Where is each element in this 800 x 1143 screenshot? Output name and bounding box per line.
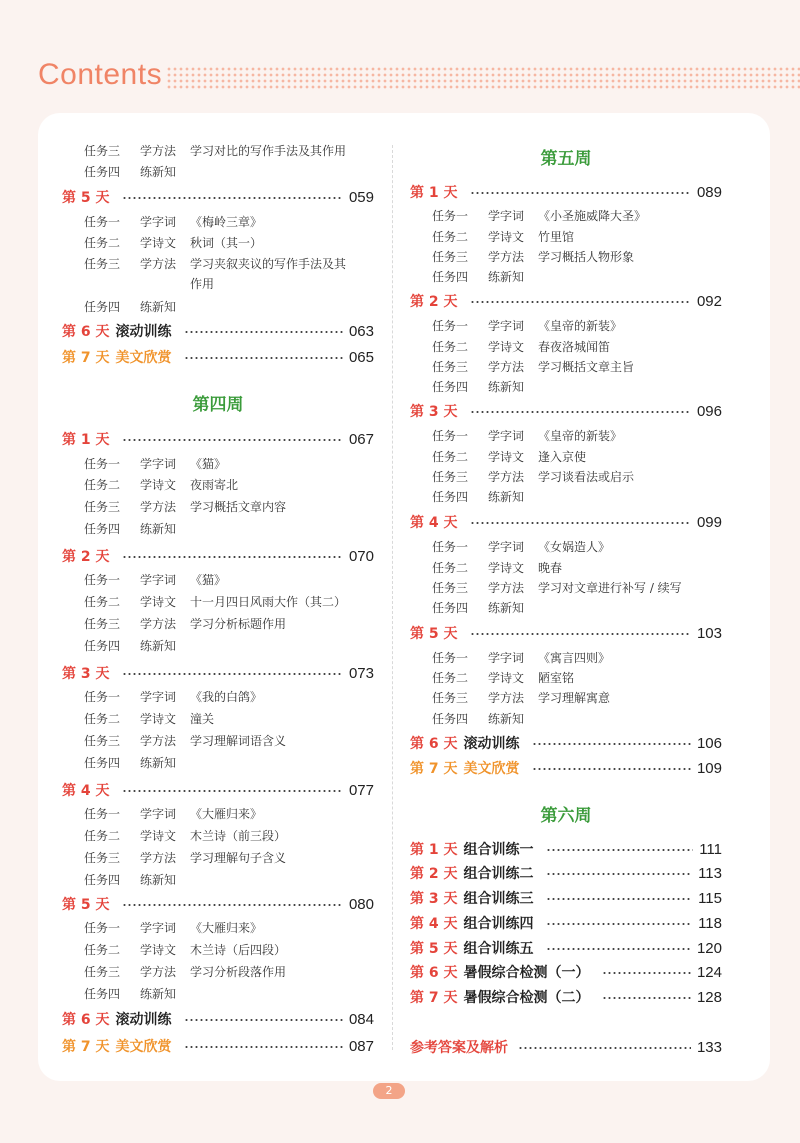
dot-leader bbox=[518, 1047, 691, 1049]
dot-leader bbox=[470, 301, 691, 303]
task-label: 任务三 bbox=[84, 499, 121, 514]
toc-task[interactable] bbox=[410, 557, 722, 577]
task-content: 秋词（其一） bbox=[190, 235, 263, 250]
dot-leader bbox=[532, 743, 691, 745]
task-label: 任务二 bbox=[84, 594, 121, 609]
dot-leader bbox=[122, 197, 343, 199]
task-content: 逢入京使 bbox=[538, 449, 587, 464]
task-type: 学诗文 bbox=[140, 477, 177, 492]
task-content: 十一月四日风雨大作（其二） bbox=[190, 594, 347, 609]
day-label: 第 2 天 bbox=[62, 549, 110, 565]
toc-day-w3-d5[interactable] bbox=[62, 186, 374, 208]
task-label: 任务一 bbox=[84, 920, 121, 935]
task-type: 学方法 bbox=[140, 143, 177, 158]
toc-task[interactable] bbox=[62, 518, 374, 538]
task-type: 学字词 bbox=[140, 572, 177, 587]
toc-task[interactable] bbox=[410, 466, 722, 486]
task-type: 学方法 bbox=[488, 690, 525, 705]
page-number: 099 bbox=[696, 513, 722, 531]
toc-task[interactable] bbox=[62, 591, 374, 611]
task-label: 任务二 bbox=[432, 339, 469, 354]
toc-task[interactable] bbox=[62, 730, 374, 750]
task-content: 木兰诗（前三段） bbox=[190, 828, 287, 843]
task-content: 《梅岭三章》 bbox=[190, 214, 263, 229]
toc-day-w3-d7[interactable] bbox=[62, 346, 374, 368]
task-type: 学诗文 bbox=[140, 828, 177, 843]
answers-title: 参考答案及解析 bbox=[410, 1040, 508, 1056]
day-label: 第 7 天 bbox=[62, 1039, 110, 1055]
toc-task[interactable] bbox=[410, 667, 722, 687]
toc-task[interactable] bbox=[410, 336, 722, 356]
day-label: 第 4 天 bbox=[410, 515, 458, 531]
toc-day-w5-d7[interactable] bbox=[410, 757, 722, 779]
toc-task[interactable] bbox=[62, 453, 374, 473]
toc-task[interactable] bbox=[410, 577, 722, 597]
task-label: 任务四 bbox=[84, 164, 121, 179]
task-label: 任务三 bbox=[84, 964, 121, 979]
toc-task[interactable] bbox=[62, 917, 374, 937]
day-title: 美文欣赏 bbox=[115, 350, 172, 366]
task-label: 任务三 bbox=[84, 616, 121, 631]
page-number: 103 bbox=[696, 624, 722, 642]
dot-leader bbox=[602, 997, 691, 999]
toc-task[interactable] bbox=[62, 140, 374, 160]
task-label: 任务四 bbox=[84, 872, 121, 887]
page-number: 089 bbox=[696, 183, 722, 201]
toc-day-w4-d2[interactable] bbox=[62, 545, 374, 567]
task-label: 任务三 bbox=[432, 359, 469, 374]
day-label: 第 2 天 bbox=[410, 294, 458, 310]
task-type: 学方法 bbox=[140, 850, 177, 865]
task-content: 学习概括文章内容 bbox=[190, 499, 287, 514]
task-type: 学诗文 bbox=[140, 594, 177, 609]
dot-leader bbox=[470, 522, 691, 524]
dot-leader bbox=[184, 1019, 343, 1021]
toc-task[interactable] bbox=[62, 708, 374, 728]
page-number: 115 bbox=[698, 889, 722, 907]
task-label: 任务四 bbox=[432, 489, 469, 504]
task-type: 学字词 bbox=[488, 539, 525, 554]
toc-day-w6-d6[interactable] bbox=[410, 961, 722, 983]
toc-task[interactable] bbox=[62, 613, 374, 633]
toc-day-w5-d2[interactable] bbox=[410, 290, 722, 312]
week-title-6: 第六周 bbox=[540, 806, 592, 826]
toc-task[interactable] bbox=[410, 536, 722, 556]
dot-leader bbox=[122, 904, 343, 906]
task-content: 《我的白鸽》 bbox=[190, 689, 263, 704]
day-title: 组合训练一 bbox=[463, 842, 534, 858]
task-type: 学方法 bbox=[488, 469, 525, 484]
task-type: 练新知 bbox=[140, 986, 177, 1001]
task-type: 学诗文 bbox=[488, 560, 525, 575]
task-label: 任务四 bbox=[432, 379, 469, 394]
task-type: 学字词 bbox=[140, 456, 177, 471]
toc-day-w6-d7[interactable] bbox=[410, 986, 722, 1008]
task-type: 学字词 bbox=[488, 428, 525, 443]
day-label: 第 3 天 bbox=[410, 404, 458, 420]
toc-task[interactable] bbox=[410, 446, 722, 466]
toc-day-w4-d7[interactable] bbox=[62, 1035, 374, 1057]
toc-day-w6-d3[interactable] bbox=[410, 887, 722, 909]
task-label: 任务二 bbox=[84, 711, 121, 726]
dot-leader bbox=[546, 898, 693, 900]
day-label: 第 7 天 bbox=[410, 761, 458, 777]
task-label: 任务二 bbox=[432, 229, 469, 244]
day-label: 第 4 天 bbox=[62, 783, 110, 799]
day-label: 第 7 天 bbox=[410, 990, 458, 1006]
toc-day-w6-d4[interactable] bbox=[410, 912, 722, 934]
page-number: 087 bbox=[348, 1037, 374, 1055]
task-label: 任务四 bbox=[84, 638, 121, 653]
task-content: 学习理解词语含义 bbox=[190, 733, 287, 748]
day-title: 滚动训练 bbox=[463, 736, 520, 752]
task-content: 潼关 bbox=[190, 711, 215, 726]
page-number: 063 bbox=[348, 322, 374, 340]
day-label: 第 3 天 bbox=[62, 666, 110, 682]
page-number: 065 bbox=[348, 348, 374, 366]
dot-leader bbox=[546, 923, 693, 925]
task-label: 任务三 bbox=[432, 580, 469, 595]
day-title: 美文欣赏 bbox=[115, 1039, 172, 1055]
day-title: 组合训练四 bbox=[463, 916, 534, 932]
task-label: 任务四 bbox=[84, 986, 121, 1001]
task-type: 学方法 bbox=[488, 580, 525, 595]
toc-day-w3-d6[interactable] bbox=[62, 320, 374, 342]
task-type: 练新知 bbox=[140, 164, 177, 179]
task-type: 练新知 bbox=[140, 521, 177, 536]
header-dot-pattern bbox=[166, 66, 800, 90]
dot-leader bbox=[184, 357, 343, 359]
task-label: 任务四 bbox=[432, 711, 469, 726]
dot-leader bbox=[184, 331, 343, 333]
toc-task[interactable] bbox=[410, 687, 722, 707]
dot-leader bbox=[184, 1046, 343, 1048]
task-label: 任务四 bbox=[84, 299, 121, 314]
task-content: 《小圣施威降大圣》 bbox=[538, 208, 647, 223]
page-number: 096 bbox=[696, 402, 722, 420]
dot-leader bbox=[122, 556, 343, 558]
task-type: 学诗文 bbox=[488, 339, 525, 354]
task-label: 任务三 bbox=[432, 469, 469, 484]
task-content: 学习理解句子含义 bbox=[190, 850, 287, 865]
page-number: 059 bbox=[348, 188, 374, 206]
day-label: 第 4 天 bbox=[410, 916, 458, 932]
task-label: 任务一 bbox=[84, 214, 121, 229]
toc-task[interactable] bbox=[410, 315, 722, 335]
task-type: 学诗文 bbox=[488, 229, 525, 244]
task-label: 任务一 bbox=[432, 318, 469, 333]
toc-day-w5-d5[interactable] bbox=[410, 622, 722, 644]
task-type: 学字词 bbox=[140, 689, 177, 704]
toc-task[interactable] bbox=[62, 496, 374, 516]
toc-day-w4-d3[interactable] bbox=[62, 662, 374, 684]
task-content: 《寓言四则》 bbox=[538, 650, 611, 665]
task-type: 学诗文 bbox=[488, 449, 525, 464]
toc-task[interactable] bbox=[410, 205, 722, 225]
task-type: 学字词 bbox=[488, 318, 525, 333]
toc-task[interactable] bbox=[410, 246, 722, 266]
task-label: 任务四 bbox=[432, 269, 469, 284]
page-number: 118 bbox=[698, 914, 722, 932]
dot-leader bbox=[546, 948, 691, 950]
toc-day-w6-d5[interactable] bbox=[410, 937, 722, 959]
task-label: 任务一 bbox=[84, 689, 121, 704]
day-label: 第 5 天 bbox=[62, 190, 110, 206]
dot-leader bbox=[602, 972, 691, 974]
toc-day-w4-d4[interactable] bbox=[62, 779, 374, 801]
dot-leader bbox=[122, 790, 343, 792]
toc-task[interactable] bbox=[410, 266, 722, 286]
task-label: 任务一 bbox=[432, 539, 469, 554]
task-label: 任务一 bbox=[432, 428, 469, 443]
task-label: 任务二 bbox=[432, 670, 469, 685]
day-label: 第 5 天 bbox=[62, 897, 110, 913]
page-number: 109 bbox=[696, 759, 722, 777]
header bbox=[38, 58, 800, 98]
task-label: 任务一 bbox=[432, 208, 469, 223]
task-type: 学方法 bbox=[140, 256, 177, 271]
toc-day-w5-d4[interactable] bbox=[410, 511, 722, 533]
toc-day-w4-d5[interactable] bbox=[62, 893, 374, 915]
task-content: 《皇帝的新装》 bbox=[538, 318, 623, 333]
task-type: 练新知 bbox=[488, 489, 525, 504]
task-content: 《猫》 bbox=[190, 456, 227, 471]
toc-day-w6-d1[interactable] bbox=[410, 838, 722, 860]
toc-task[interactable] bbox=[410, 226, 722, 246]
task-type: 学字词 bbox=[140, 214, 177, 229]
toc-task[interactable] bbox=[410, 708, 722, 728]
task-content: 陋室铭 bbox=[538, 670, 575, 685]
task-type: 练新知 bbox=[140, 299, 177, 314]
day-label: 第 1 天 bbox=[62, 432, 110, 448]
dot-leader bbox=[532, 768, 691, 770]
week-title-5: 第五周 bbox=[540, 149, 592, 169]
day-title: 组合训练五 bbox=[463, 941, 534, 957]
page-number: 113 bbox=[698, 864, 722, 882]
task-label: 任务二 bbox=[84, 477, 121, 492]
task-content: 《猫》 bbox=[190, 572, 227, 587]
task-content: 学习对文章进行补写 / 续写 bbox=[538, 580, 682, 595]
task-content: 学习谈看法或启示 bbox=[538, 469, 635, 484]
day-title: 滚动训练 bbox=[115, 1012, 172, 1028]
task-type: 练新知 bbox=[488, 379, 525, 394]
toc-task[interactable] bbox=[62, 847, 374, 867]
day-label: 第 2 天 bbox=[410, 866, 458, 882]
day-title: 滚动训练 bbox=[115, 324, 172, 340]
task-label: 任务三 bbox=[84, 256, 121, 271]
task-label: 任务一 bbox=[432, 650, 469, 665]
toc-task[interactable] bbox=[410, 647, 722, 667]
task-type: 学方法 bbox=[488, 249, 525, 264]
toc-task[interactable] bbox=[62, 983, 374, 1003]
page-number: 084 bbox=[348, 1010, 374, 1028]
dot-leader bbox=[470, 411, 691, 413]
page-number: 120 bbox=[696, 939, 722, 957]
page-number: 111 bbox=[699, 840, 722, 858]
task-label: 任务一 bbox=[84, 806, 121, 821]
toc-answers[interactable] bbox=[410, 1036, 722, 1058]
toc-task[interactable] bbox=[410, 486, 722, 506]
task-label: 任务三 bbox=[432, 249, 469, 264]
task-label: 任务二 bbox=[432, 449, 469, 464]
task-content: 学习概括人物形象 bbox=[538, 249, 635, 264]
page-number: 128 bbox=[696, 988, 722, 1006]
task-label: 任务二 bbox=[84, 828, 121, 843]
task-content: 学习夹叙夹议的写作手法及其 bbox=[190, 256, 347, 271]
toc-task[interactable] bbox=[62, 869, 374, 889]
dot-leader bbox=[546, 849, 694, 851]
task-content: 学习分析段落作用 bbox=[190, 964, 287, 979]
page-number-badge: 2 bbox=[373, 1083, 405, 1099]
task-label: 任务一 bbox=[84, 572, 121, 587]
task-label: 任务四 bbox=[84, 521, 121, 536]
task-type: 练新知 bbox=[488, 711, 525, 726]
task-type: 练新知 bbox=[140, 638, 177, 653]
task-label: 任务二 bbox=[84, 235, 121, 250]
task-type: 学诗文 bbox=[140, 942, 177, 957]
task-type: 学字词 bbox=[140, 920, 177, 935]
toc-day-w4-d1[interactable] bbox=[62, 428, 374, 450]
page-number: 067 bbox=[348, 430, 374, 448]
task-content: 《女娲造人》 bbox=[538, 539, 611, 554]
task-content: 竹里馆 bbox=[538, 229, 575, 244]
day-label: 第 7 天 bbox=[62, 350, 110, 366]
day-title: 暑假综合检测（二） bbox=[463, 990, 590, 1006]
task-content: 《皇帝的新装》 bbox=[538, 428, 623, 443]
toc-task[interactable] bbox=[62, 686, 374, 706]
dot-leader bbox=[470, 633, 691, 635]
toc-task[interactable] bbox=[410, 376, 722, 396]
day-title: 暑假综合检测（一） bbox=[463, 965, 590, 981]
week-title-4: 第四周 bbox=[192, 395, 244, 415]
toc-day-w5-d1[interactable] bbox=[410, 181, 722, 203]
day-label: 第 1 天 bbox=[410, 185, 458, 201]
page-number: 073 bbox=[348, 664, 374, 682]
task-content: 木兰诗（后四段） bbox=[190, 942, 287, 957]
task-type: 学诗文 bbox=[140, 235, 177, 250]
day-label: 第 6 天 bbox=[410, 736, 458, 752]
toc-task[interactable] bbox=[410, 425, 722, 445]
toc-task[interactable] bbox=[62, 803, 374, 823]
task-type: 学字词 bbox=[140, 806, 177, 821]
day-title: 组合训练二 bbox=[463, 866, 534, 882]
task-type: 学方法 bbox=[488, 359, 525, 374]
dot-leader bbox=[470, 192, 691, 194]
task-label: 任务二 bbox=[432, 560, 469, 575]
task-content: 《大雁归来》 bbox=[190, 920, 263, 935]
task-type: 练新知 bbox=[140, 872, 177, 887]
toc-task[interactable] bbox=[62, 939, 374, 959]
page-number: 124 bbox=[696, 963, 722, 981]
toc-day-w6-d2[interactable] bbox=[410, 862, 722, 884]
task-label: 任务三 bbox=[84, 143, 121, 158]
task-type: 学方法 bbox=[140, 733, 177, 748]
page-number: 080 bbox=[348, 895, 374, 913]
day-title: 组合训练三 bbox=[463, 891, 534, 907]
toc-task[interactable] bbox=[62, 961, 374, 981]
page-number: 092 bbox=[696, 292, 722, 310]
toc-task[interactable] bbox=[62, 296, 374, 316]
task-label: 任务二 bbox=[84, 942, 121, 957]
toc-task[interactable] bbox=[62, 569, 374, 589]
task-label: 任务三 bbox=[432, 690, 469, 705]
toc-day-w5-d6[interactable] bbox=[410, 732, 722, 754]
toc-day-w4-d6[interactable] bbox=[62, 1008, 374, 1030]
task-label: 任务四 bbox=[84, 755, 121, 770]
toc-task[interactable] bbox=[62, 232, 374, 252]
task-type: 学方法 bbox=[140, 499, 177, 514]
toc-task[interactable] bbox=[62, 752, 374, 772]
page-number: 133 bbox=[696, 1038, 722, 1056]
task-content: 春夜洛城闻笛 bbox=[538, 339, 611, 354]
toc-task[interactable] bbox=[62, 253, 374, 273]
task-content: 学习对比的写作手法及其作用 bbox=[190, 143, 347, 158]
toc-task[interactable] bbox=[62, 825, 374, 845]
dot-leader bbox=[122, 439, 343, 441]
day-title: 美文欣赏 bbox=[463, 761, 520, 777]
task-type: 学字词 bbox=[488, 650, 525, 665]
dot-leader bbox=[122, 673, 343, 675]
toc-task[interactable] bbox=[62, 474, 374, 494]
task-content: 学习分析标题作用 bbox=[190, 616, 287, 631]
task-type: 学诗文 bbox=[140, 711, 177, 726]
day-label: 第 6 天 bbox=[62, 324, 110, 340]
toc-task[interactable] bbox=[62, 211, 374, 231]
toc-task[interactable] bbox=[410, 356, 722, 376]
task-content: 《大雁归来》 bbox=[190, 806, 263, 821]
day-label: 第 6 天 bbox=[410, 965, 458, 981]
task-type: 练新知 bbox=[488, 600, 525, 615]
task-type: 学字词 bbox=[488, 208, 525, 223]
task-label: 任务一 bbox=[84, 456, 121, 471]
task-content: 学习概括文章主旨 bbox=[538, 359, 635, 374]
task-type: 学方法 bbox=[140, 964, 177, 979]
toc-task[interactable] bbox=[62, 635, 374, 655]
toc-task[interactable] bbox=[410, 597, 722, 617]
task-content: 夜雨寄北 bbox=[190, 477, 239, 492]
toc-task[interactable] bbox=[62, 161, 374, 181]
task-type: 练新知 bbox=[140, 755, 177, 770]
day-label: 第 5 天 bbox=[410, 626, 458, 642]
task-content: 晚春 bbox=[538, 560, 563, 575]
task-type: 学方法 bbox=[140, 616, 177, 631]
task-label: 任务四 bbox=[432, 600, 469, 615]
task-label: 任务三 bbox=[84, 733, 121, 748]
page-number: 106 bbox=[696, 734, 722, 752]
day-label: 第 5 天 bbox=[410, 941, 458, 957]
task-label: 任务三 bbox=[84, 850, 121, 865]
toc-day-w5-d3[interactable] bbox=[410, 400, 722, 422]
task-content-continued: 作用 bbox=[190, 276, 215, 291]
page-number: 070 bbox=[348, 547, 374, 565]
contents-title: Contents bbox=[38, 58, 163, 91]
column-divider bbox=[392, 145, 393, 1050]
day-label: 第 3 天 bbox=[410, 891, 458, 907]
day-label: 第 1 天 bbox=[410, 842, 458, 858]
page-number: 077 bbox=[348, 781, 374, 799]
task-content: 学习理解寓意 bbox=[538, 690, 611, 705]
task-type: 学诗文 bbox=[488, 670, 525, 685]
task-type: 练新知 bbox=[488, 269, 525, 284]
day-label: 第 6 天 bbox=[62, 1012, 110, 1028]
dot-leader bbox=[546, 873, 693, 875]
